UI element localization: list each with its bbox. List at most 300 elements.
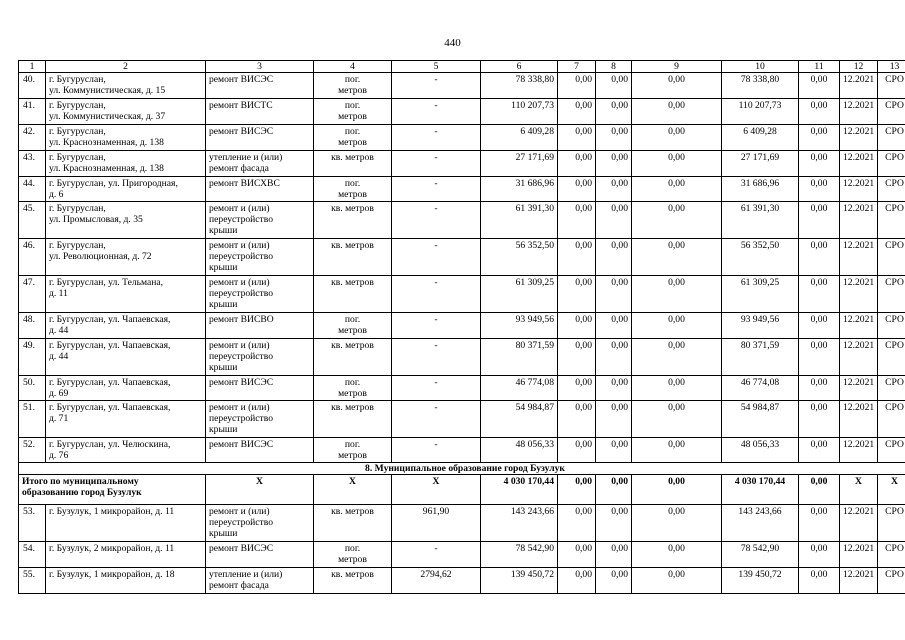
total-cell: 0,00 (799, 475, 840, 505)
row-number-cell: 43. (19, 151, 46, 177)
value-cell: 0,00 (632, 376, 722, 401)
cell-line: пог. (344, 543, 361, 554)
cell-line: крыши (209, 299, 238, 310)
total-cost-cell: 4 030 170,44 (722, 475, 799, 505)
completion-date-cell: 12.2021 (840, 339, 878, 376)
value-cell: 0,00 (799, 73, 840, 99)
cell-line: кв. метров (331, 569, 374, 580)
value-cell: 0,00 (558, 438, 596, 463)
value-cell: 0,00 (596, 276, 632, 313)
address-cell (46, 151, 206, 177)
value-cell: 0,00 (799, 99, 840, 125)
column-number-header: 9 (632, 61, 722, 73)
address-cell (46, 339, 206, 376)
quantity-cell: - (392, 276, 481, 313)
column-number-header: 11 (799, 61, 840, 73)
value-cell: 0,00 (632, 438, 722, 463)
cell-line: кв. метров (331, 203, 374, 214)
cell-line: г. Бугуруслан, (49, 100, 106, 111)
column-number-header: 10 (722, 61, 799, 73)
address-cell (46, 73, 206, 99)
work-type-cell (206, 376, 314, 401)
work-type-cell (206, 239, 314, 276)
cell-line: ремонт и (или) (209, 240, 270, 251)
cell-line: Итого по муниципальному (22, 476, 139, 487)
quantity-cell: - (392, 339, 481, 376)
value-cell: 0,00 (558, 568, 596, 594)
column-number-header: 7 (558, 61, 596, 73)
cell-line: утепление и (или) (209, 152, 283, 163)
funding-method-cell: СРО (878, 99, 905, 125)
completion-date-cell: 12.2021 (840, 239, 878, 276)
funding-method-cell: СРО (878, 151, 905, 177)
address-cell (46, 276, 206, 313)
total-cost-cell: 27 171,69 (481, 151, 558, 177)
value-cell: 0,00 (558, 505, 596, 542)
value-cell: 0,00 (632, 239, 722, 276)
cost-cell: 93 949,56 (722, 313, 799, 339)
value-cell: 0,00 (799, 438, 840, 463)
quantity-cell: - (392, 376, 481, 401)
value-cell: 0,00 (558, 73, 596, 99)
address-cell (46, 202, 206, 239)
unit-cell (314, 401, 392, 438)
address-cell (46, 125, 206, 151)
page-number: 440 (444, 37, 461, 49)
work-type-cell (206, 505, 314, 542)
column-number-header: 1 (19, 61, 46, 73)
total-cost-cell: 31 686,96 (481, 177, 558, 202)
cell-line: пог. (344, 100, 361, 111)
total-cost-cell: 61 309,25 (481, 276, 558, 313)
cell-line: переустройство (209, 351, 274, 362)
value-cell: 0,00 (799, 202, 840, 239)
total-cost-cell: 48 056,33 (481, 438, 558, 463)
value-cell: 0,00 (596, 542, 632, 568)
cell-line: крыши (209, 528, 238, 539)
cell-line: крыши (209, 362, 238, 373)
cell-line: г. Бугуруслан, ул. Чапаевская, (49, 377, 171, 388)
value-cell: 0,00 (632, 99, 722, 125)
cell-line: г. Бузулук, 1 микрорайон, д. 18 (49, 569, 175, 580)
unit-cell (314, 313, 392, 339)
work-type-cell (206, 202, 314, 239)
value-cell: 0,00 (799, 276, 840, 313)
value-cell: 0,00 (632, 202, 722, 239)
value-cell: 0,00 (632, 542, 722, 568)
table-row (19, 438, 905, 463)
table-row (19, 505, 905, 542)
cell-line: д. 71 (49, 413, 69, 424)
funding-method-cell: СРО (878, 239, 905, 276)
value-cell: 0,00 (558, 99, 596, 125)
value-cell: 0,00 (596, 313, 632, 339)
value-cell: 0,00 (632, 505, 722, 542)
cell-line: метров (338, 189, 367, 200)
cell-line: д. 11 (49, 288, 68, 299)
total-cost-cell: 110 207,73 (481, 99, 558, 125)
work-type-cell (206, 339, 314, 376)
value-cell: 0,00 (632, 151, 722, 177)
column-number-header: 3 (206, 61, 314, 73)
completion-date-cell: 12.2021 (840, 313, 878, 339)
value-cell: 0,00 (558, 339, 596, 376)
cost-cell: 78 338,80 (722, 73, 799, 99)
unit-cell (314, 505, 392, 542)
column-number-header: 4 (314, 61, 392, 73)
quantity-cell: - (392, 177, 481, 202)
completion-date-cell: 12.2021 (840, 401, 878, 438)
value-cell: 0,00 (558, 276, 596, 313)
address-cell (46, 313, 206, 339)
completion-date-cell: 12.2021 (840, 99, 878, 125)
unit-cell (314, 568, 392, 594)
table-row (19, 568, 905, 594)
address-cell (46, 505, 206, 542)
funding-method-cell: СРО (878, 177, 905, 202)
cost-cell: 46 774,08 (722, 376, 799, 401)
column-number-header: 8 (596, 61, 632, 73)
cell-line: кв. метров (331, 340, 374, 351)
cell-line: г. Бугуруслан, ул. Чапаевская, (49, 314, 171, 325)
value-cell: 0,00 (799, 542, 840, 568)
column-number-header: 6 (481, 61, 558, 73)
value-cell: 0,00 (596, 505, 632, 542)
unit-cell (314, 177, 392, 202)
work-type-cell (206, 313, 314, 339)
cell-line: метров (338, 137, 367, 148)
total-cell: Х (392, 475, 481, 505)
total-label (19, 475, 206, 505)
funding-method-cell: СРО (878, 339, 905, 376)
quantity-cell: 2794,62 (392, 568, 481, 594)
work-type-cell (206, 99, 314, 125)
cell-line: образованию город Бузулук (22, 487, 142, 498)
cell-line: ул. Краснознаменная, д. 138 (49, 163, 164, 174)
address-cell (46, 568, 206, 594)
completion-date-cell: 12.2021 (840, 151, 878, 177)
value-cell: 0,00 (632, 177, 722, 202)
total-cost-cell: 80 371,59 (481, 339, 558, 376)
cell-line: ремонт фасада (209, 163, 269, 174)
value-cell: 0,00 (632, 276, 722, 313)
cell-line: ремонт и (или) (209, 340, 270, 351)
address-cell (46, 438, 206, 463)
quantity-cell: - (392, 99, 481, 125)
table-row (19, 276, 905, 313)
funding-method-cell: СРО (878, 505, 905, 542)
cell-line: крыши (209, 262, 238, 273)
cell-line: ремонт ВИСЭС (209, 126, 274, 137)
capital-repair-table (18, 60, 905, 594)
cost-cell: 61 309,25 (722, 276, 799, 313)
total-cost-cell: 78 542,90 (481, 542, 558, 568)
cell-line: переустройство (209, 413, 274, 424)
value-cell: 0,00 (596, 376, 632, 401)
cell-line: д. 44 (49, 351, 69, 362)
total-cost-cell: 139 450,72 (481, 568, 558, 594)
cell-line: пог. (344, 126, 361, 137)
cost-cell: 48 056,33 (722, 438, 799, 463)
row-number-cell: 44. (19, 177, 46, 202)
total-cell: Х (314, 475, 392, 505)
work-type-cell (206, 73, 314, 99)
work-type-cell (206, 542, 314, 568)
value-cell: 0,00 (596, 73, 632, 99)
cell-line: г. Бугуруслан, (49, 152, 106, 163)
quantity-cell: - (392, 542, 481, 568)
row-number-cell: 53. (19, 505, 46, 542)
cell-line: ремонт ВИСЭС (209, 377, 274, 388)
cell-line: крыши (209, 424, 238, 435)
unit-cell (314, 151, 392, 177)
unit-cell (314, 125, 392, 151)
funding-method-cell: СРО (878, 376, 905, 401)
row-number-cell: 51. (19, 401, 46, 438)
value-cell: 0,00 (558, 239, 596, 276)
value-cell: 0,00 (632, 401, 722, 438)
value-cell: 0,00 (799, 177, 840, 202)
table-row (19, 339, 905, 376)
value-cell: 0,00 (799, 239, 840, 276)
table-row (19, 542, 905, 568)
completion-date-cell: 12.2021 (840, 568, 878, 594)
completion-date-cell: 12.2021 (840, 125, 878, 151)
row-number-cell: 46. (19, 239, 46, 276)
cell-line: крыши (209, 225, 238, 236)
cell-line: ул. Коммунистическая, д. 37 (49, 111, 166, 122)
unit-cell (314, 73, 392, 99)
value-cell: 0,00 (596, 177, 632, 202)
row-number-cell: 48. (19, 313, 46, 339)
value-cell: 0,00 (596, 99, 632, 125)
work-type-cell (206, 568, 314, 594)
total-cell: 0,00 (632, 475, 722, 505)
table-row (19, 401, 905, 438)
quantity-cell: - (392, 401, 481, 438)
completion-date-cell: 12.2021 (840, 505, 878, 542)
table-row (19, 376, 905, 401)
cell-line: г. Бугуруслан, (49, 74, 106, 85)
table-row (19, 151, 905, 177)
cell-line: метров (338, 388, 367, 399)
address-cell (46, 542, 206, 568)
total-cell: Х (878, 475, 905, 505)
completion-date-cell: 12.2021 (840, 73, 878, 99)
cell-line: кв. метров (331, 277, 374, 288)
total-cell: Х (206, 475, 314, 505)
cell-line: ремонт и (или) (209, 506, 270, 517)
column-number-row (19, 61, 905, 73)
row-number-cell: 55. (19, 568, 46, 594)
table-row (19, 313, 905, 339)
value-cell: 0,00 (558, 151, 596, 177)
cell-line: метров (338, 325, 367, 336)
table-row (19, 99, 905, 125)
value-cell: 0,00 (632, 73, 722, 99)
quantity-cell: - (392, 73, 481, 99)
cell-line: г. Бугуруслан, (49, 126, 106, 137)
total-cost-cell: 4 030 170,44 (481, 475, 558, 505)
unit-cell (314, 339, 392, 376)
cell-line: метров (338, 85, 367, 96)
completion-date-cell: 12.2021 (840, 177, 878, 202)
value-cell: 0,00 (799, 339, 840, 376)
value-cell: 0,00 (596, 239, 632, 276)
value-cell: 0,00 (596, 568, 632, 594)
table-row (19, 177, 905, 202)
cell-line: пог. (344, 314, 361, 325)
cell-line: ремонт и (или) (209, 277, 270, 288)
total-cost-cell: 54 984,87 (481, 401, 558, 438)
row-number-cell: 42. (19, 125, 46, 151)
cell-line: д. 76 (49, 450, 69, 461)
address-cell (46, 99, 206, 125)
total-cost-cell: 78 338,80 (481, 73, 558, 99)
table-row (19, 73, 905, 99)
total-cost-cell: 61 391,30 (481, 202, 558, 239)
work-type-cell (206, 276, 314, 313)
cell-line: д. 44 (49, 325, 69, 336)
address-cell (46, 177, 206, 202)
quantity-cell: - (392, 125, 481, 151)
unit-cell (314, 542, 392, 568)
cell-line: метров (338, 111, 367, 122)
total-cost-cell: 56 352,50 (481, 239, 558, 276)
cell-line: переустройство (209, 288, 274, 299)
total-cell: 0,00 (596, 475, 632, 505)
cell-line: ремонт фасада (209, 580, 269, 591)
cost-cell: 80 371,59 (722, 339, 799, 376)
cell-line: метров (338, 450, 367, 461)
quantity-cell: - (392, 313, 481, 339)
value-cell: 0,00 (596, 438, 632, 463)
row-number-cell: 45. (19, 202, 46, 239)
cell-line: г. Бугуруслан, (49, 240, 106, 251)
cell-line: г. Бугуруслан, ул. Чапаевская, (49, 340, 171, 351)
cell-line: ремонт и (или) (209, 402, 270, 413)
cell-line: переустройство (209, 214, 274, 225)
unit-cell (314, 276, 392, 313)
cost-cell: 54 984,87 (722, 401, 799, 438)
funding-method-cell: СРО (878, 401, 905, 438)
cell-line: пог. (344, 178, 361, 189)
total-cell: 0,00 (558, 475, 596, 505)
cell-line: кв. метров (331, 152, 374, 163)
cell-line: метров (338, 554, 367, 565)
total-cost-cell: 93 949,56 (481, 313, 558, 339)
quantity-cell: - (392, 151, 481, 177)
value-cell: 0,00 (558, 313, 596, 339)
cell-line: ремонт ВИСЭС (209, 439, 274, 450)
value-cell: 0,00 (799, 125, 840, 151)
cell-line: г. Бугуруслан, (49, 203, 106, 214)
cell-line: ул. Коммунистическая, д. 15 (49, 85, 166, 96)
cost-cell: 61 391,30 (722, 202, 799, 239)
work-type-cell (206, 177, 314, 202)
table-row (19, 202, 905, 239)
row-number-cell: 47. (19, 276, 46, 313)
column-number-header: 5 (392, 61, 481, 73)
value-cell: 0,00 (596, 401, 632, 438)
value-cell: 0,00 (799, 568, 840, 594)
cell-line: г. Бугуруслан, ул. Пригородная, (49, 178, 178, 189)
cell-line: пог. (344, 439, 361, 450)
value-cell: 0,00 (632, 339, 722, 376)
cell-line: д. 6 (49, 189, 64, 200)
cell-line: пог. (344, 377, 361, 388)
value-cell: 0,00 (558, 177, 596, 202)
cell-line: кв. метров (331, 402, 374, 413)
work-type-cell (206, 151, 314, 177)
cell-line: ремонт ВИСТС (209, 100, 273, 111)
value-cell: 0,00 (799, 376, 840, 401)
cost-cell: 143 243,66 (722, 505, 799, 542)
work-type-cell (206, 125, 314, 151)
cell-line: ул. Краснознаменная, д. 138 (49, 137, 164, 148)
funding-method-cell: СРО (878, 313, 905, 339)
address-cell (46, 239, 206, 276)
cell-line: переустройство (209, 517, 274, 528)
funding-method-cell: СРО (878, 438, 905, 463)
completion-date-cell: 12.2021 (840, 376, 878, 401)
address-cell (46, 376, 206, 401)
cell-line: ул. Революционная, д. 72 (49, 251, 152, 262)
cell-line: ремонт и (или) (209, 203, 270, 214)
cell-line: кв. метров (331, 240, 374, 251)
cell-line: ремонт ВИСХВС (209, 178, 280, 189)
value-cell: 0,00 (632, 568, 722, 594)
cell-line: г. Бугуруслан, ул. Чапаевская, (49, 402, 171, 413)
cell-line: пог. (344, 74, 361, 85)
cost-cell: 78 542,90 (722, 542, 799, 568)
table-row (19, 125, 905, 151)
cost-cell: 27 171,69 (722, 151, 799, 177)
value-cell: 0,00 (799, 313, 840, 339)
completion-date-cell: 12.2021 (840, 438, 878, 463)
funding-method-cell: СРО (878, 125, 905, 151)
value-cell: 0,00 (632, 313, 722, 339)
quantity-cell: - (392, 239, 481, 276)
cell-line: г. Бузулук, 1 микрорайон, д. 11 (49, 506, 175, 517)
quantity-cell: - (392, 438, 481, 463)
work-type-cell (206, 401, 314, 438)
unit-cell (314, 239, 392, 276)
row-number-cell: 49. (19, 339, 46, 376)
unit-cell (314, 438, 392, 463)
cell-line: утепление и (или) (209, 569, 283, 580)
cell-line: д. 69 (49, 388, 69, 399)
cell-line: ремонт ВИСЭС (209, 74, 274, 85)
funding-method-cell: СРО (878, 542, 905, 568)
cell-line: переустройство (209, 251, 274, 262)
unit-cell (314, 99, 392, 125)
value-cell: 0,00 (558, 376, 596, 401)
row-number-cell: 40. (19, 73, 46, 99)
row-number-cell: 50. (19, 376, 46, 401)
section-title: 8. Муниципальное образование город Бузулук (19, 463, 905, 475)
cell-line: г. Бугуруслан, ул. Челюскина, (49, 439, 171, 450)
value-cell: 0,00 (596, 151, 632, 177)
municipality-total-row (19, 475, 905, 505)
funding-method-cell: СРО (878, 73, 905, 99)
cost-cell: 31 686,96 (722, 177, 799, 202)
address-cell (46, 401, 206, 438)
cell-line: кв. метров (331, 506, 374, 517)
total-cost-cell: 6 409,28 (481, 125, 558, 151)
value-cell: 0,00 (596, 339, 632, 376)
value-cell: 0,00 (799, 505, 840, 542)
